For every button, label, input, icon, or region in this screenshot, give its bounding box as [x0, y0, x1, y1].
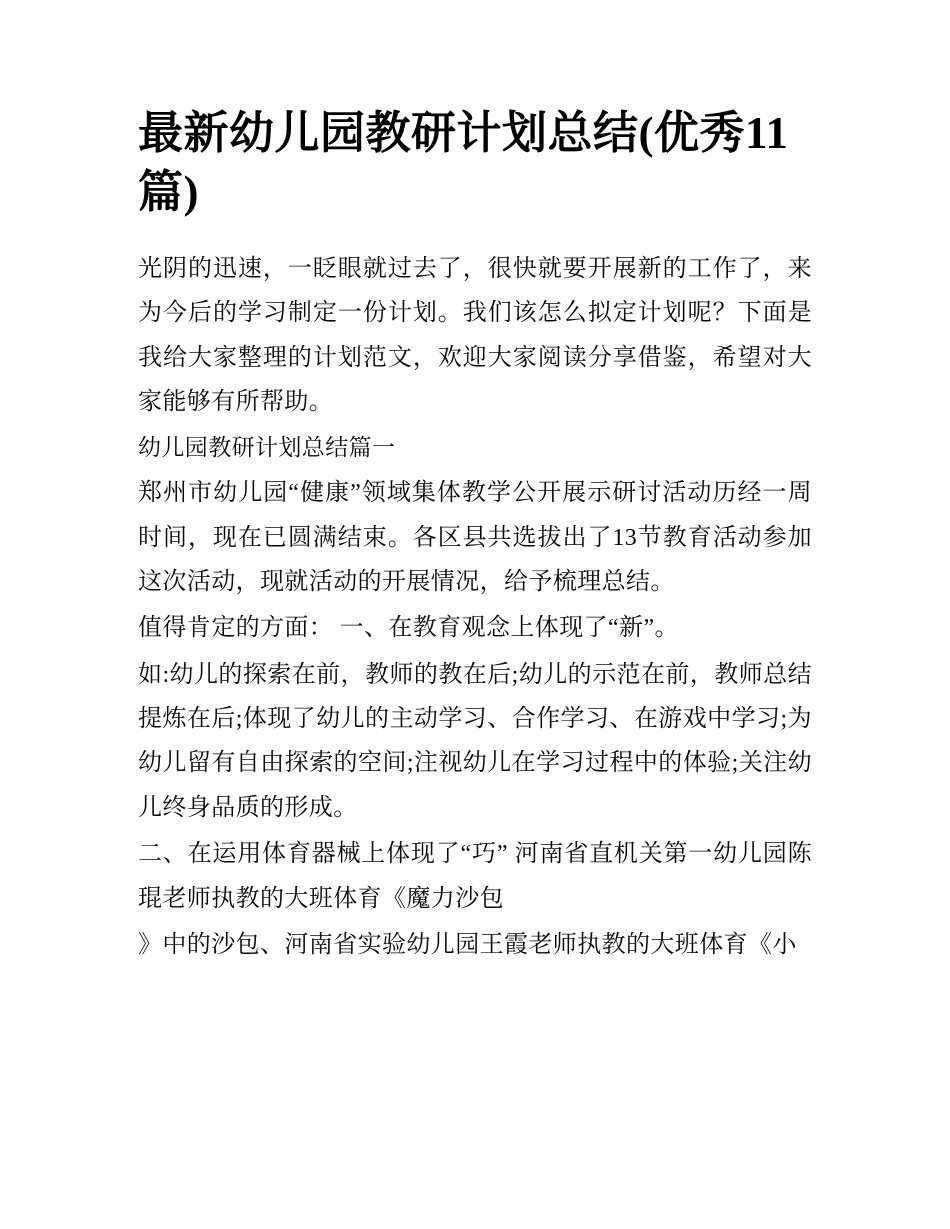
section-heading: 幼儿园教研计划总结篇一 [138, 434, 396, 460]
page-title: 最新幼儿园教研计划总结(优秀11篇) [138, 108, 789, 217]
paragraph-5: 》中的沙包、河南省实验幼儿园王霞老师执教的大班体育《小 [138, 932, 797, 959]
paragraph-4: 二、在运用体育器械上体现了“巧” 河南省直机关第一幼儿园陈琨老师执教的大班体育《魔力沙包 [138, 841, 812, 912]
paragraph-2: 值得肯定的方面： 一、在教育观念上体现了“新”。 [138, 615, 679, 642]
paragraph-3: 如:幼儿的探索在前，教师的教在后;幼儿的示范在前，教师总结提炼在后;体现了幼儿的主动学习、合作学习、在游戏中学习;为幼儿留有自由探索的空间;注视幼儿在学习过程中的体验;关注幼儿终身品质的形成。 [138, 661, 812, 821]
paragraph-1: 郑州市幼儿园“健康”领域集体教学公开展示研讨活动历经一周时间，现在已圆满结束。各区县共选拔出了13节教育活动参加这次活动，现就活动的开展情况，给予梳理总结。 [138, 480, 812, 595]
paragraph-intro: 光阴的迅速，一眨眼就过去了，很快就要开展新的工作了，来为今后的学习制定一份计划。我们该怎么拟定计划呢？下面是我给大家整理的计划范文，欢迎大家阅读分享借鉴，希望对大家能够有所帮助。 [138, 256, 812, 416]
